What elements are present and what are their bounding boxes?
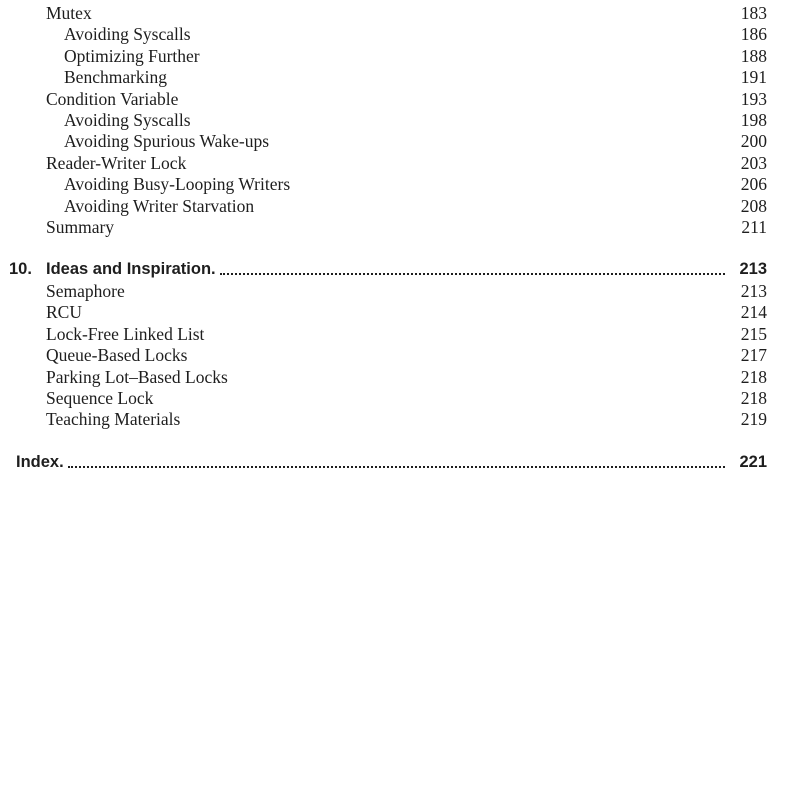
chapter-10-heading[interactable] <box>0 257 800 281</box>
toc-entry-title: Reader-Writer Lock <box>46 152 187 173</box>
toc-entry-page: 191 <box>740 67 767 88</box>
toc-entry-page: 200 <box>740 131 767 152</box>
toc-entry[interactable] <box>0 3 800 24</box>
toc-entry-title: Lock-Free Linked List <box>46 323 205 344</box>
toc-entry-title: Optimizing Further <box>64 45 200 66</box>
toc-entry-title: Teaching Materials <box>46 409 181 430</box>
chapter-10-section-list <box>0 281 800 431</box>
toc-entry-page: 214 <box>740 302 767 323</box>
toc-entry-title: Avoiding Busy-Looping Writers <box>64 174 291 195</box>
index-title: Index. <box>16 450 66 474</box>
toc-entry-page: 208 <box>740 195 767 216</box>
toc-entry-title: Avoiding Writer Starvation <box>64 195 255 216</box>
toc-entry-page: 193 <box>740 88 767 109</box>
toc-entry[interactable] <box>0 388 800 409</box>
toc-entry[interactable] <box>0 110 800 131</box>
toc-entry-page: 203 <box>740 152 767 173</box>
toc-entry[interactable] <box>0 67 800 88</box>
toc-entry[interactable] <box>0 345 800 366</box>
toc-entry[interactable] <box>0 367 800 388</box>
toc-entry-title: Sequence Lock <box>46 387 154 408</box>
toc-entry[interactable] <box>0 217 800 238</box>
dot-leader <box>220 273 725 275</box>
index-heading[interactable] <box>0 450 800 474</box>
chapter-number: 10. <box>9 260 32 278</box>
toc-entry-title: Parking Lot–Based Locks <box>46 366 228 387</box>
toc-entry-page: 213 <box>740 281 767 301</box>
toc-entry[interactable] <box>0 24 800 45</box>
toc-entry[interactable] <box>0 46 800 67</box>
toc-entry[interactable] <box>0 281 800 302</box>
toc-entry-title: RCU <box>46 302 82 323</box>
toc-entry-title: Semaphore <box>46 281 125 301</box>
toc-entry-page: 186 <box>740 24 767 45</box>
toc-entry-title: Summary <box>46 216 115 237</box>
toc-entry-title: Benchmarking <box>64 67 168 88</box>
toc-entry-title: Mutex <box>46 3 92 23</box>
toc-entry[interactable] <box>0 324 800 345</box>
index-page-number: 221 <box>739 453 767 471</box>
toc-entry-page: 183 <box>740 3 767 23</box>
chapter-title: Ideas and Inspiration. <box>46 257 218 281</box>
toc-entry-title: Avoiding Syscalls <box>64 24 191 45</box>
toc-entry-title: Avoiding Syscalls <box>64 109 191 130</box>
chapter-page-number: 213 <box>739 260 767 278</box>
toc-entry[interactable] <box>0 409 800 430</box>
toc-entry-page: 219 <box>740 409 767 430</box>
toc-entry[interactable] <box>0 174 800 195</box>
toc-entry-page: 215 <box>740 323 767 344</box>
toc-entry-page: 218 <box>740 387 767 408</box>
toc-entry[interactable] <box>0 302 800 323</box>
toc-entry-page: 198 <box>740 109 767 130</box>
dot-leader <box>68 466 725 468</box>
toc-entry-page: 217 <box>740 345 767 366</box>
toc-entry-page: 188 <box>740 45 767 66</box>
toc-entry-page: 211 <box>741 216 767 237</box>
toc-entry-title: Queue-Based Locks <box>46 345 188 366</box>
toc-entry-page: 206 <box>740 174 767 195</box>
toc-entry-title: Condition Variable <box>46 88 179 109</box>
toc-entry[interactable] <box>0 89 800 110</box>
toc-entry[interactable] <box>0 153 800 174</box>
chapter-9-section-list <box>0 3 800 238</box>
toc-entry[interactable] <box>0 131 800 152</box>
toc-entry-title: Avoiding Spurious Wake-ups <box>64 131 270 152</box>
toc-entry-page: 218 <box>740 366 767 387</box>
toc-entry[interactable] <box>0 196 800 217</box>
